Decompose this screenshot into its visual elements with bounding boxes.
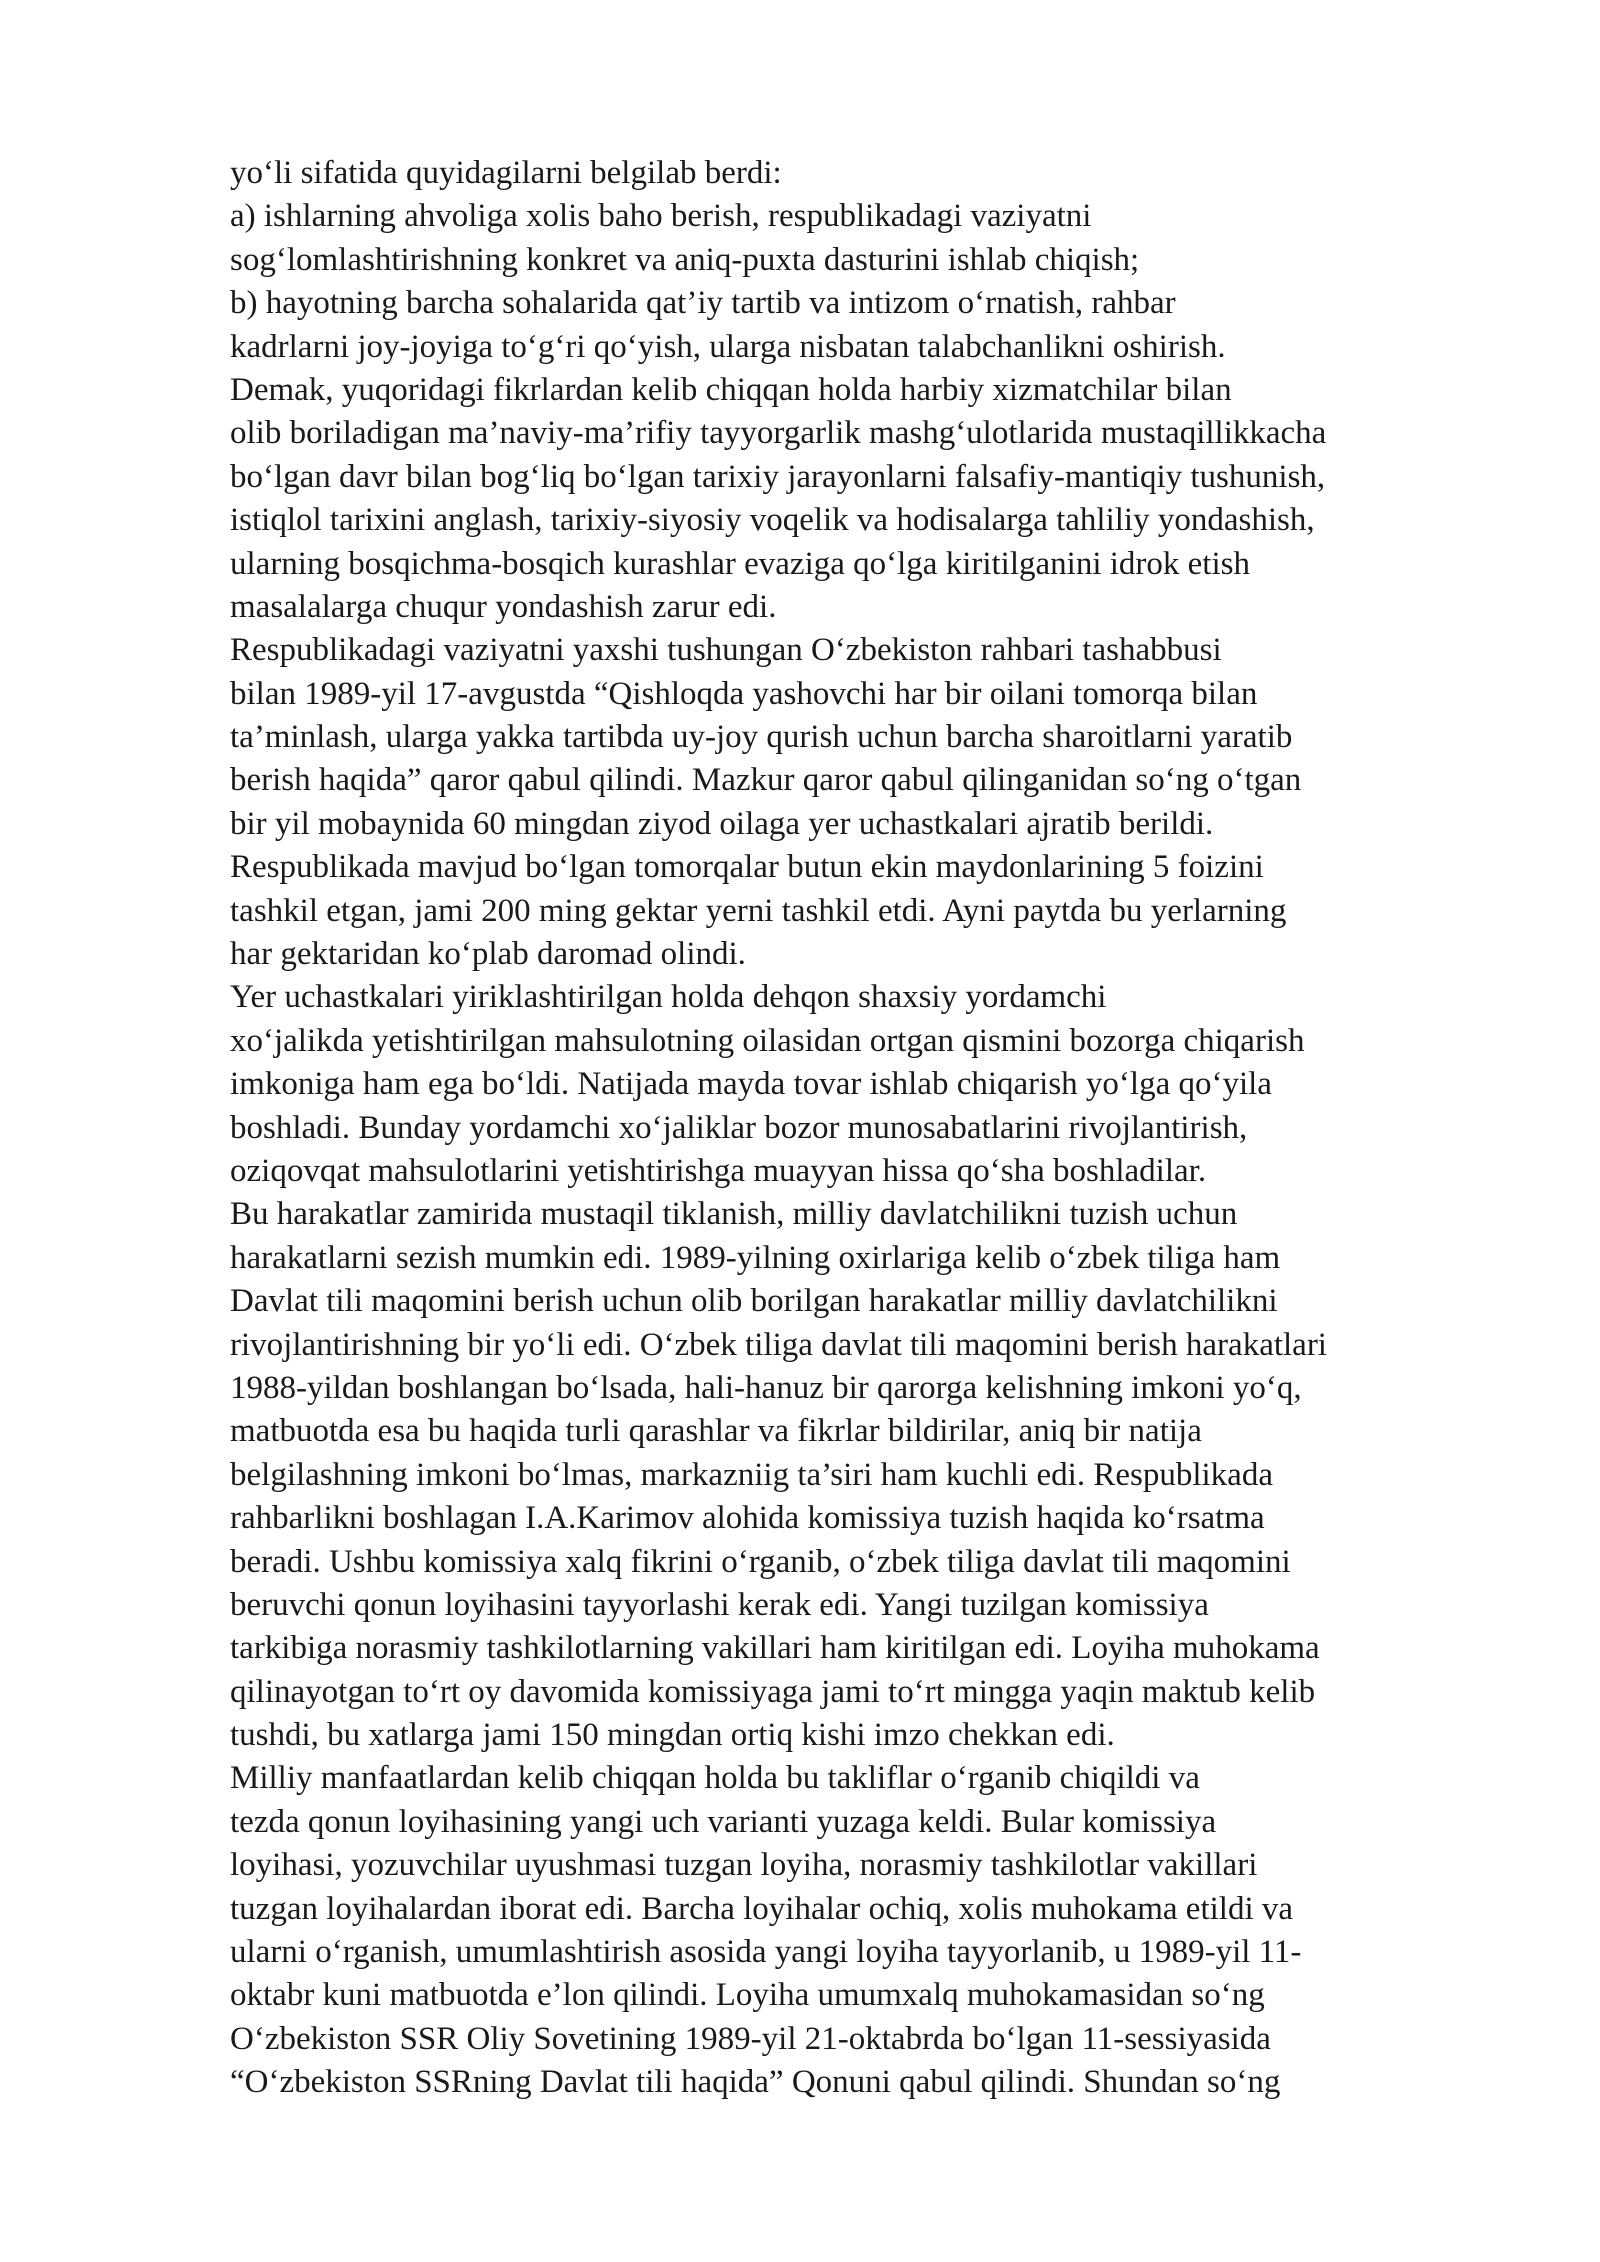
text-line: masalalarga chuqur yondashish zarur edi. [230, 588, 777, 625]
text-line: beradi. Ushbu komissiya xalq fikrini o‘rganib, o‘zbek tiliga davlat tili maqomini [230, 1543, 1291, 1580]
text-line: b) hayotning barcha sohalarida qat’iy tartib va intizom o‘rnatish, rahbar [230, 285, 1176, 322]
text-line: tashkil etgan, jami 200 ming gektar yerni tashkil etdi. Ayni paytda bu yerlarning [230, 892, 1287, 929]
text-line: matbuotda esa bu haqida turli qarashlar va fikrlar bildirilar, aniq bir natija [230, 1413, 1202, 1450]
text-line: rahbarlikni boshlagan I.A.Karimov alohida komissiya tuzish haqida ko‘rsatma [230, 1500, 1265, 1537]
text-line: beruvchi qonun loyihasini tayyorlashi kerak edi. Yangi tuzilgan komissiya [230, 1586, 1209, 1623]
text-line: kadrlarni joy-joyiga to‘g‘ri qo‘yish, ularga nisbatan talabchanlikni oshirish. [230, 328, 1226, 365]
text-line: Davlat tili maqomini berish uchun olib borilgan harakatlar milliy davlatchilikni [230, 1283, 1278, 1320]
text-line: Milliy manfaatlardan kelib chiqqan holda bu takliflar o‘rganib chiqildi va [230, 1760, 1200, 1797]
text-line: a) ishlarning ahvoliga xolis baho berish, respublikadagi vaziyatni [230, 198, 1092, 235]
text-line: oziqovqat mahsulotlarini yetishtirishga muayyan hissa qo‘sha boshladilar. [230, 1152, 1207, 1189]
text-line: bilan 1989-yil 17-avgustda “Qishloqda yashovchi har bir oilani tomorqa bilan [230, 675, 1258, 712]
text-line: harakatlarni sezish mumkin edi. 1989-yilning oxirlariga kelib o‘zbek tiliga ham [230, 1239, 1281, 1276]
text-line: Bu harakatlar zamirida mustaqil tiklanish, milliy davlatchilikni tuzish uchun [230, 1196, 1238, 1233]
document-body-text [230, 152, 1530, 2105]
text-line: belgilashning imkoni bo‘lmas, markazniig ta’siri ham kuchli edi. Respublikada [230, 1456, 1273, 1493]
text-line: tarkibiga norasmiy tashkilotlarning vakillari ham kiritilgan edi. Loyiha muhokama [230, 1630, 1320, 1667]
text-line: Demak, yuqoridagi fikrlardan kelib chiqqan holda harbiy xizmatchilar bilan [230, 371, 1232, 408]
text-line: bir yil mobaynida 60 mingdan ziyod oilaga yer uchastkalari ajratib berildi. [230, 805, 1214, 842]
text-line: Respublikadagi vaziyatni yaxshi tushungan O‘zbekiston rahbari tashabbusi [230, 632, 1222, 669]
text-line: Yer uchastkalari yiriklashtirilgan holda dehqon shaxsiy yordamchi [230, 979, 1107, 1016]
text-line: berish haqida” qaror qabul qilindi. Mazkur qaror qabul qilinganidan so‘ng o‘tgan [230, 762, 1302, 799]
text-line: oktabr kuni matbuotda e’lon qilindi. Loyiha umumxalq muhokamasidan so‘ng [230, 1977, 1265, 2014]
text-line: O‘zbekiston SSR Oliy Sovetining 1989-yil 21-oktabrda bo‘lgan 11-sessiyasida [230, 2020, 1271, 2057]
text-line: ularni o‘rganish, umumlashtirish asosida yangi loyiha tayyorlanib, u 1989-yil 11- [230, 1934, 1302, 1971]
text-line: sog‘lomlashtirishning konkret va aniq-puxta dasturini ishlab chiqish; [230, 241, 1140, 278]
text-line: boshladi. Bunday yordamchi xo‘jaliklar bozor munosabatlarini rivojlantirish, [230, 1109, 1248, 1146]
text-line: qilinayotgan to‘rt oy davomida komissiyaga jami to‘rt mingga yaqin maktub kelib [230, 1673, 1316, 1710]
text-line: Respublikada mavjud bo‘lgan tomorqalar butun ekin maydonlarining 5 foizini [230, 849, 1264, 886]
text-line: bo‘lgan davr bilan bog‘liq bo‘lgan tarixiy jarayonlarni falsafiy-mantiqiy tushunish, [230, 458, 1326, 495]
text-line: xo‘jalikda yetishtirilgan mahsulotning oilasidan ortgan qismini bozorga chiqarish [230, 1022, 1305, 1059]
text-line: imkoniga ham ega bo‘ldi. Natijada mayda tovar ishlab chiqarish yo‘lga qo‘yila [230, 1066, 1272, 1103]
text-line: loyihasi, yozuvchilar uyushmasi tuzgan loyiha, norasmiy tashkilotlar vakillari [230, 1847, 1258, 1884]
text-line: “O‘zbekiston SSRning Davlat tili haqida” Qonuni qabul qilindi. Shundan so‘ng [230, 2064, 1281, 2101]
text-line: 1988-yildan boshlangan bo‘lsada, hali-hanuz bir qarorga kelishning imkoni yo‘q, [230, 1369, 1302, 1406]
text-line: ularning bosqichma-bosqich kurashlar evaziga qo‘lga kiritilganini idrok etish [230, 545, 1250, 582]
text-line: rivojlantirishning bir yo‘li edi. O‘zbek tiliga davlat tili maqomini berish harakatlari [230, 1326, 1327, 1363]
text-line: istiqlol tarixini anglash, tarixiy-siyosiy voqelik va hodisalarga tahliliy yondashish, [230, 502, 1315, 539]
text-line: tezda qonun loyihasining yangi uch varianti yuzaga keldi. Bular komissiya [230, 1803, 1217, 1840]
text-line: tuzgan loyihalardan iborat edi. Barcha loyihalar ochiq, xolis muhokama etildi va [230, 1890, 1294, 1927]
text-line: ta’minlash, ularga yakka tartibda uy-joy qurish uchun barcha sharoitlarni yaratib [230, 719, 1293, 756]
text-line: har gektaridan ko‘plab daromad olindi. [230, 936, 746, 973]
text-line: tushdi, bu xatlarga jami 150 mingdan ortiq kishi imzo chekkan edi. [230, 1717, 1115, 1754]
text-line: yo‘li sifatida quyidagilarni belgilab berdi: [230, 155, 782, 191]
text-line: olib boriladigan ma’naviy-ma’rifiy tayyorgarlik mashg‘ulotlarida mustaqillikkacha [230, 415, 1327, 452]
